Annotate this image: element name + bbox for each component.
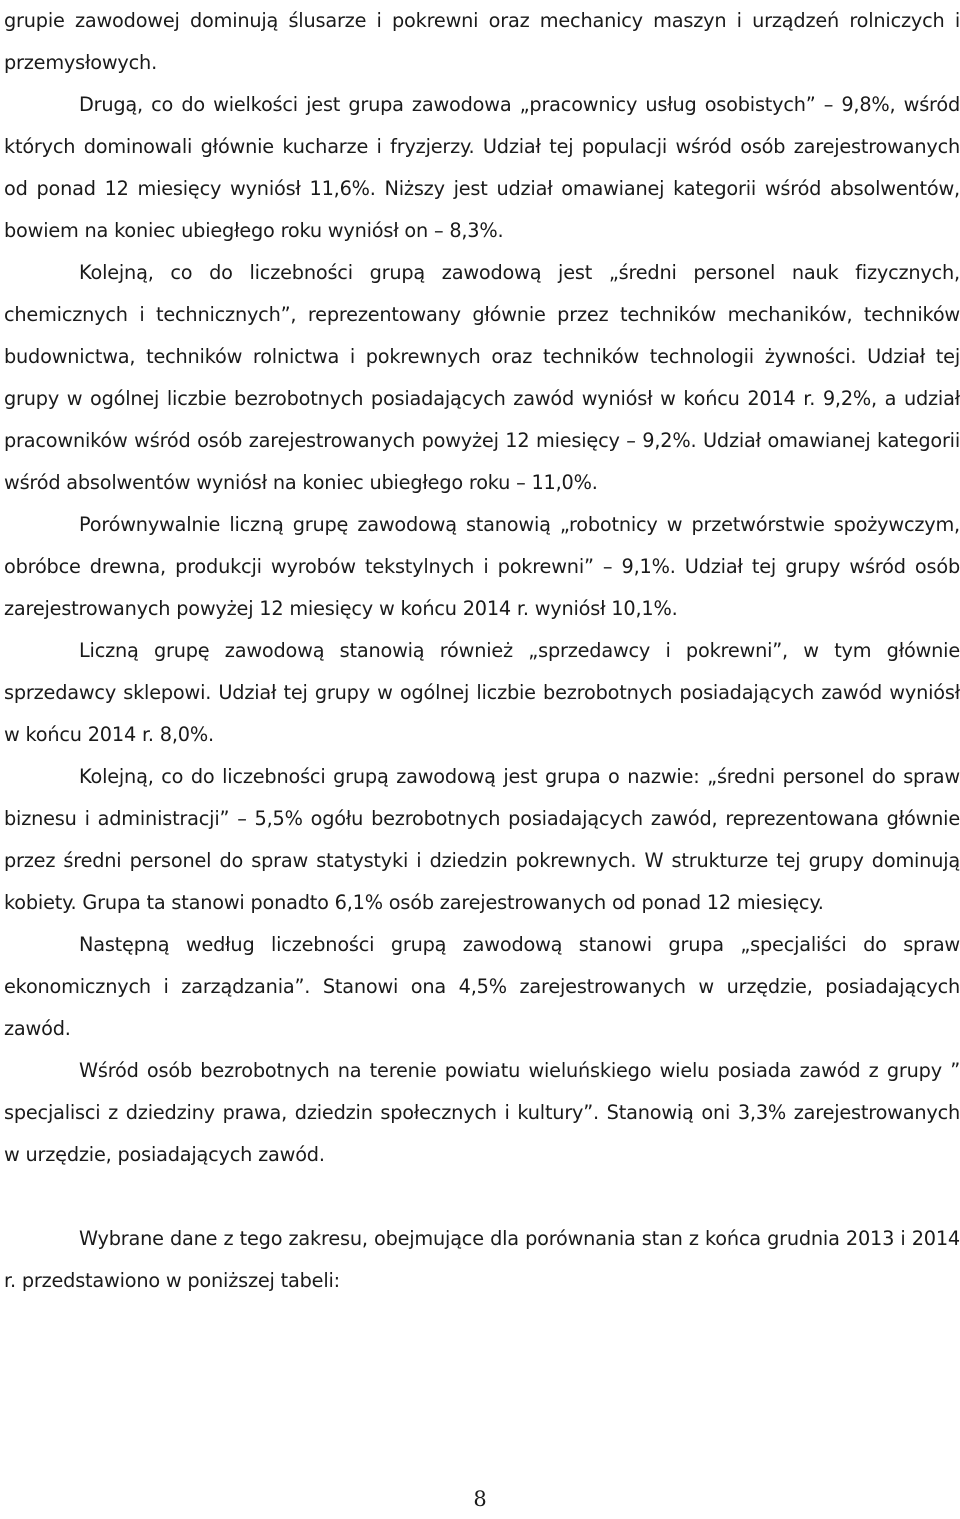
page-number: 8 [473,1487,487,1511]
paragraph-economics-specialists: Następną według liczebności grupą zawodową stanowi grupa „specjaliści do spraw ekonomicznych i zarządzania”. Stanowi ona 4,5% zarejestrowanych w urzędzie, posiadających zawód. [4,933,960,1040]
paragraph-salespeople: Liczną grupę zawodową stanowią również „sprzedawcy i pokrewni”, w tym głównie sprzedawcy sklepowi. Udział tej grupy w ogólnej liczbie bezrobotnych posiadających zawód wyniósł w końcu 2014 r. 8,0%. [4,639,960,746]
paragraph-technical-staff: Kolejną, co do liczebności grupą zawodową jest „średni personel nauk fizycznych, chemicznych i technicznych”, reprezentowany głównie przez techników mechaników, techników budownictwa, techników rolnictwa i pokrewnych oraz techników technologii żywności. Udział tej grupy w ogólnej liczbie bezrobotnych posiadających zawód wyniósł w końcu 2014 r. 9,2%, a udział pracowników wśród osób zarejestrowanych powyżej 12 miesięcy – 9,2%. Udział omawianej kategorii wśród absolwentów wyniósł na koniec ubiegłego roku – 11,0%. [4,261,960,494]
paragraph-business-administration: Kolejną, co do liczebności grupą zawodową jest grupa o nazwie: „średni personel do spraw biznesu i administracji” – 5,5% ogółu bezrobotnych posiadających zawód, reprezentowana głównie przez średni personel do spraw statystyki i dziedzin pokrewnych. W strukturze tej grupy dominują kobiety. Grupa ta stanowi ponadto 6,1% osób zarejestrowanych od ponad 12 miesięcy. [4,765,960,914]
paragraph-law-culture-specialists: Wśród osób bezrobotnych na terenie powiatu wieluńskiego wielu posiada zawód z grupy ” specjalisci z dziedziny prawa, dziedzin społecznych i kultury”. Stanowią oni 3,3% zarejestrowanych w urzędzie, posiadających zawód. [4,1059,960,1166]
paragraph-personal-services: Drugą, co do wielkości jest grupa zawodowa „pracownicy usług osobistych” – 9,8%, wśród których dominowali głównie kucharze i fryzjerzy. Udział tej populacji wśród osób zarejestrowanych od ponad 12 miesięcy wyniósł 11,6%. Niższy jest udział omawianej kategorii wśród absolwentów, bowiem na koniec ubiegłego roku wyniósł on – 8,3%. [4,93,960,242]
document-page [4,0,960,1302]
paragraph-table-intro: Wybrane dane z tego zakresu, obejmujące dla porównania stan z końca grudnia 2013 i 2014 r. przedstawiono w poniższej tabeli: [4,1227,960,1292]
paragraph-continuation: grupie zawodowej dominują ślusarze i pokrewni oraz mechanicy maszyn i urządzeń rolniczych i przemysłowych. [4,9,960,74]
paragraph-spacer [4,1176,960,1218]
paragraph-food-processing-workers: Porównywalnie liczną grupę zawodową stanowią „robotnicy w przetwórstwie spożywczym, obróbce drewna, produkcji wyrobów tekstylnych i pokrewni” – 9,1%. Udział tej grupy wśród osób zarejestrowanych powyżej 12 miesięcy w końcu 2014 r. wyniósł 10,1%. [4,513,960,620]
